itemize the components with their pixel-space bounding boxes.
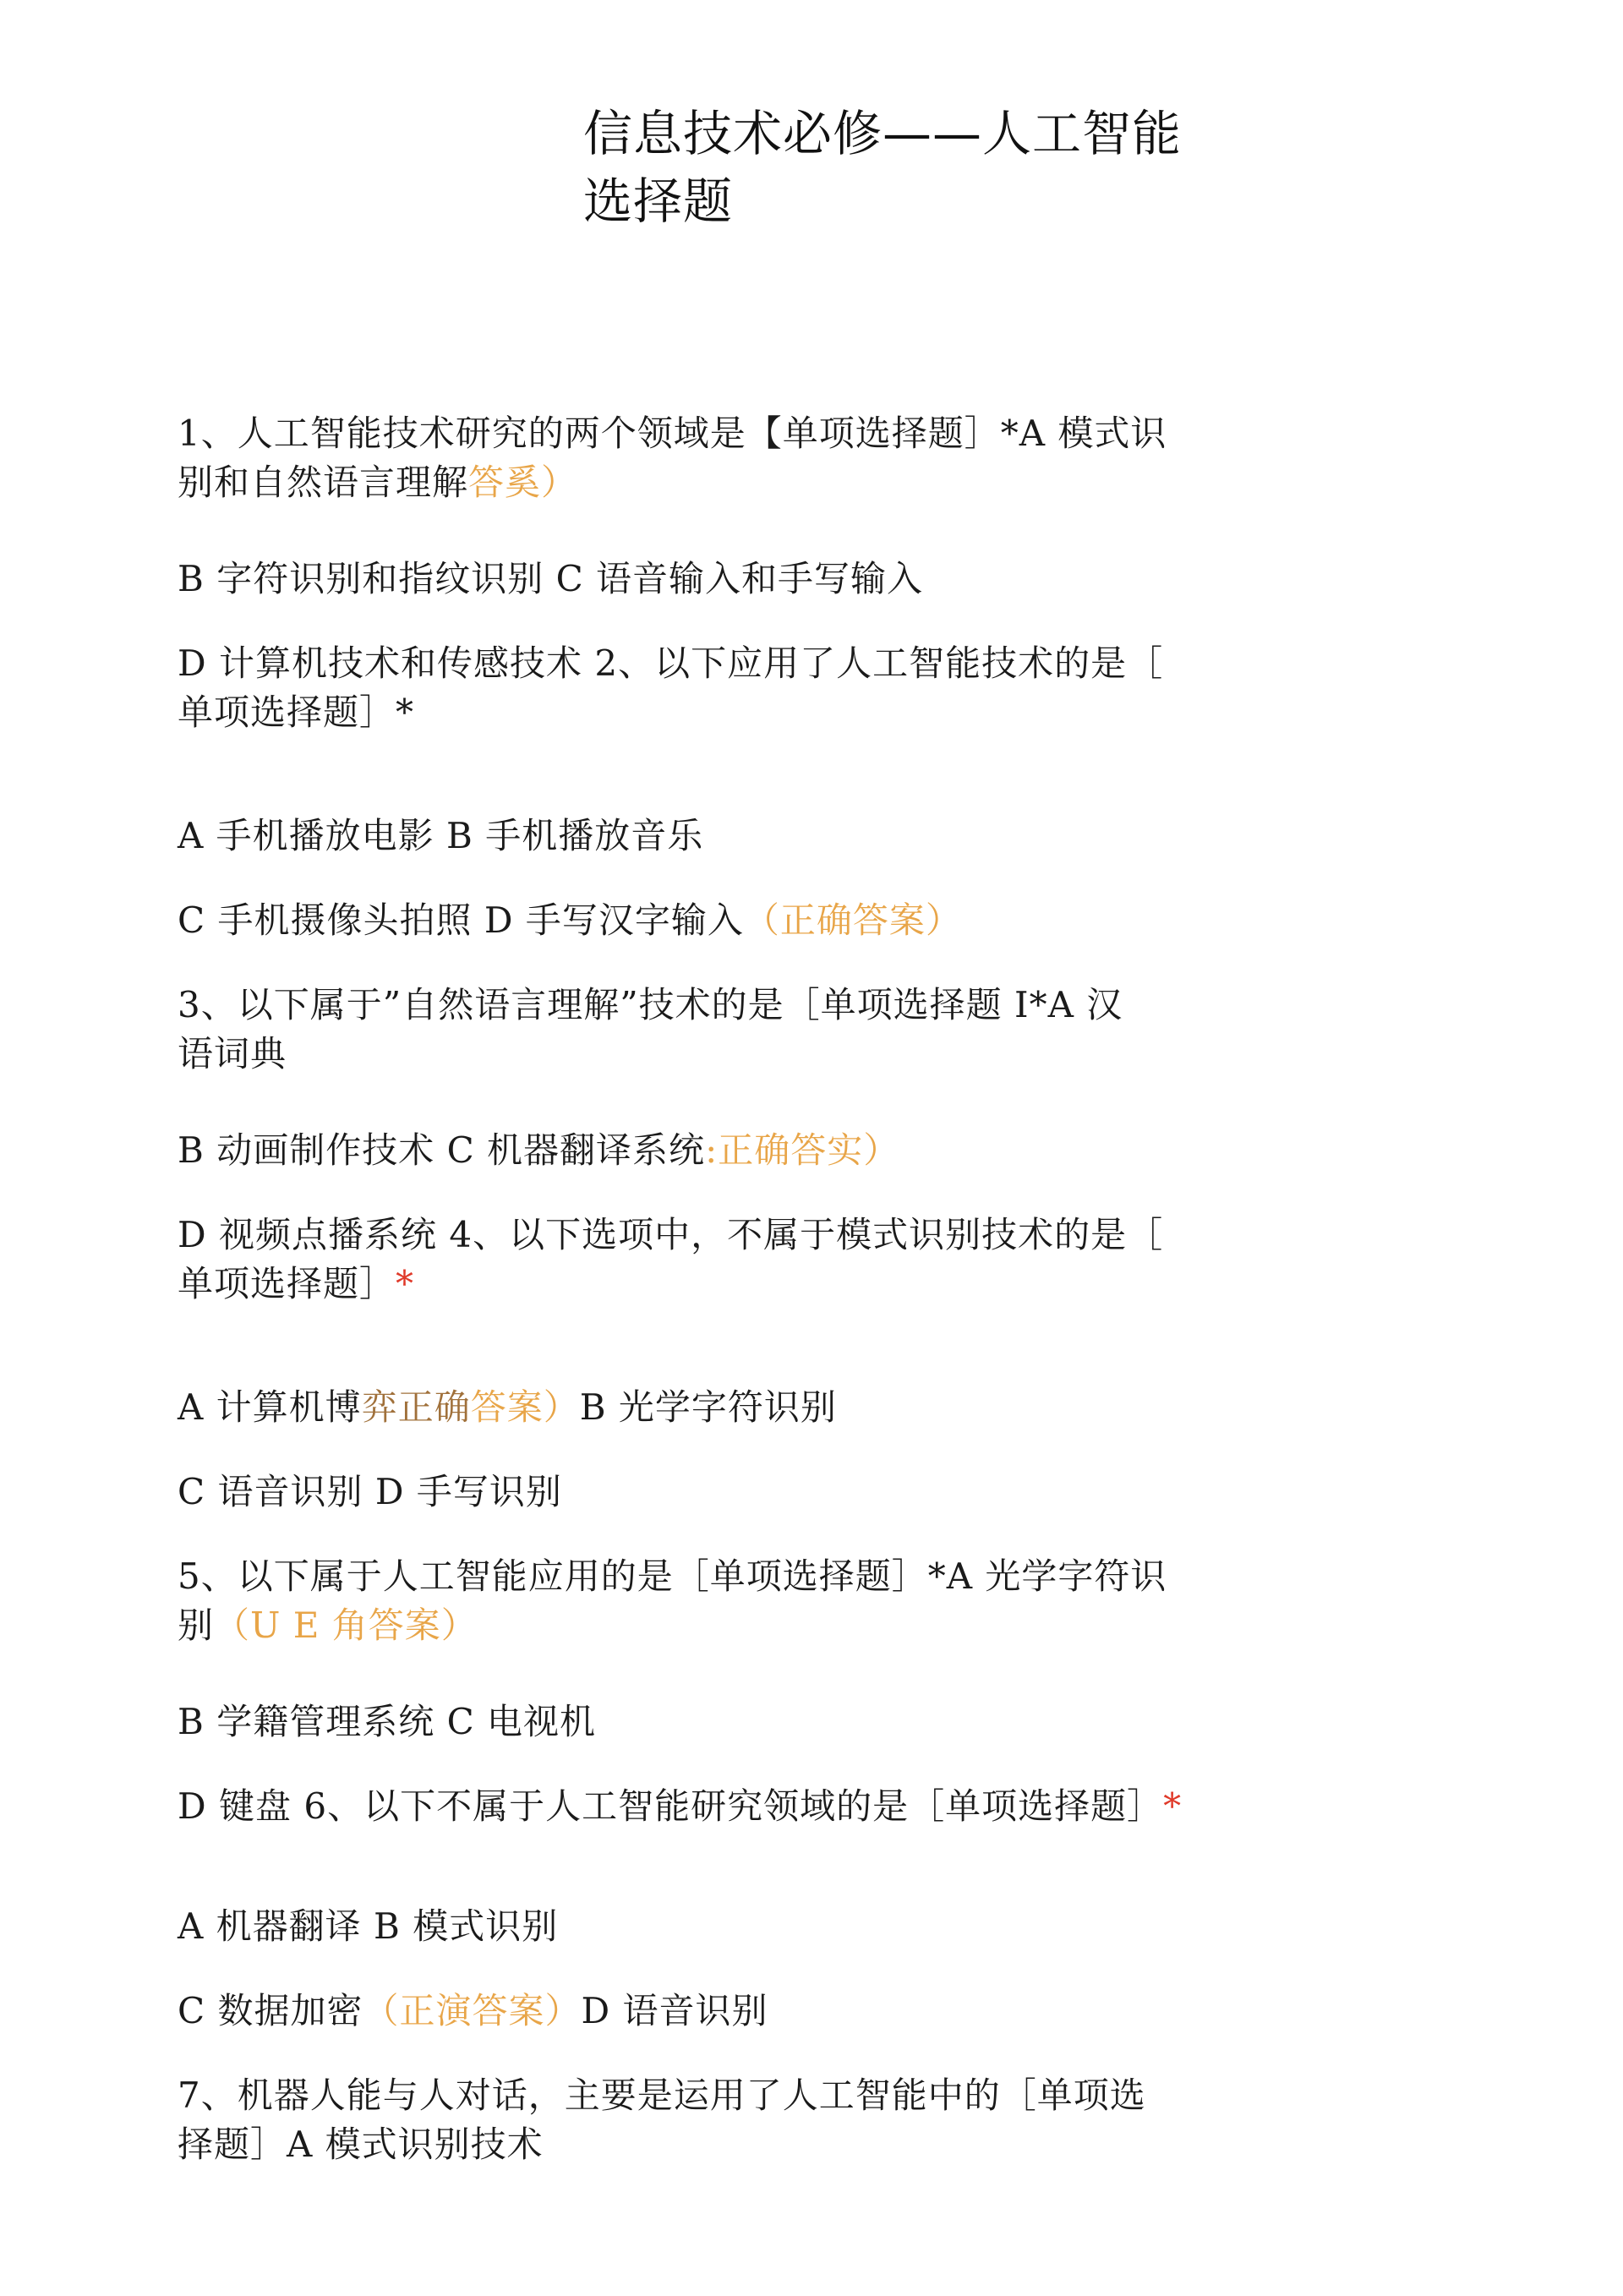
- question-3-line-1: 3、以下属于”自然语言理解”技术的是［单项选择题 I*A 汉: [178, 984, 1123, 1025]
- question-2-answer-mark: （正确答案）: [743, 899, 962, 941]
- title-line-2: 选择题: [583, 172, 734, 230]
- question-4-option-b: B 光学字符识别: [579, 1386, 837, 1428]
- question-4-option-a: A 计算机博: [178, 1386, 362, 1428]
- question-2-option-text: C 手机摄像头拍照 D 手写汉字输入: [178, 899, 744, 941]
- question-2-line-2: 单项选择题］*: [178, 692, 415, 733]
- question-5-line-2: [178, 1601, 478, 1650]
- question-7-line-1: 7、机器人能与人对话，主要是运用了人工智能中的［单项选: [178, 2075, 1146, 2116]
- question-4-options-cd: C 语音识别 D 手写识别: [178, 1471, 562, 1512]
- question-5-text: 别: [178, 1604, 215, 1646]
- question-6-option-d: D 语音识别: [581, 1990, 768, 2031]
- required-star: *: [396, 1263, 415, 1304]
- question-6-option-c: C 数据加密: [178, 1990, 363, 2031]
- question-1-answer-mark: 答奚）: [468, 462, 578, 503]
- question-5-answer-mark: （U E 角答案）: [214, 1604, 478, 1646]
- question-4-answer-mark-2: 答案）: [470, 1386, 580, 1428]
- document-title: [583, 100, 1182, 235]
- question-7-line-2: 择题］A 模式识别技术: [178, 2124, 544, 2165]
- question-5-options: B 学籍管理系统 C 电视机: [178, 1701, 597, 1742]
- title-line-1: 信息技术必修——人工智能: [583, 105, 1183, 162]
- question-6-text: D 键盘 6、以下不属于人工智能研究领域的是［单项选择题］: [178, 1785, 1164, 1827]
- question-4-options-ab: [178, 1383, 837, 1432]
- question-3-answer-mark: :正确答实）: [705, 1129, 900, 1171]
- question-4-type: 单项选择题］: [178, 1263, 396, 1304]
- required-star: *: [1163, 1785, 1183, 1827]
- question-6-options-cd: [178, 1987, 768, 2036]
- question-3-option-text: B 动画制作技术 C 机器翻译系统: [178, 1129, 706, 1171]
- question-4-line-2: [178, 1260, 414, 1309]
- question-1-text: 别和自然语言理解: [178, 462, 469, 503]
- question-1-line-1: 1、人工智能技术研究的两个领域是【单项选择题］*A 模式识: [178, 413, 1167, 454]
- question-1-line-2: [178, 458, 577, 507]
- question-6-line-1: [178, 1782, 1182, 1831]
- question-1-options: B 字符识别和指纹识别 C 语音输入和手写输入: [178, 558, 924, 599]
- question-6-answer-mark: （正演答案）: [363, 1990, 582, 2031]
- question-4-answer-mark-1: 弈正确: [361, 1386, 471, 1428]
- question-3-options: [178, 1126, 899, 1175]
- question-3-line-2: 语词典: [178, 1033, 287, 1074]
- question-6-options-ab: A 机器翻译 B 模式识别: [178, 1905, 559, 1947]
- question-2-options-ab: A 手机播放电影 B 手机播放音乐: [178, 815, 704, 856]
- question-5-line-1: 5、以下属于人工智能应用的是［单项选择题］*A 光学字符识: [178, 1555, 1167, 1597]
- question-2-line-1: D 计算机技术和传感技术 2、以下应用了人工智能技术的是［: [178, 642, 1164, 684]
- question-2-options-cd: [178, 896, 962, 945]
- question-4-line-1: D 视频点播系统 4、以下选项中，不属于模式识别技术的是［: [178, 1214, 1164, 1255]
